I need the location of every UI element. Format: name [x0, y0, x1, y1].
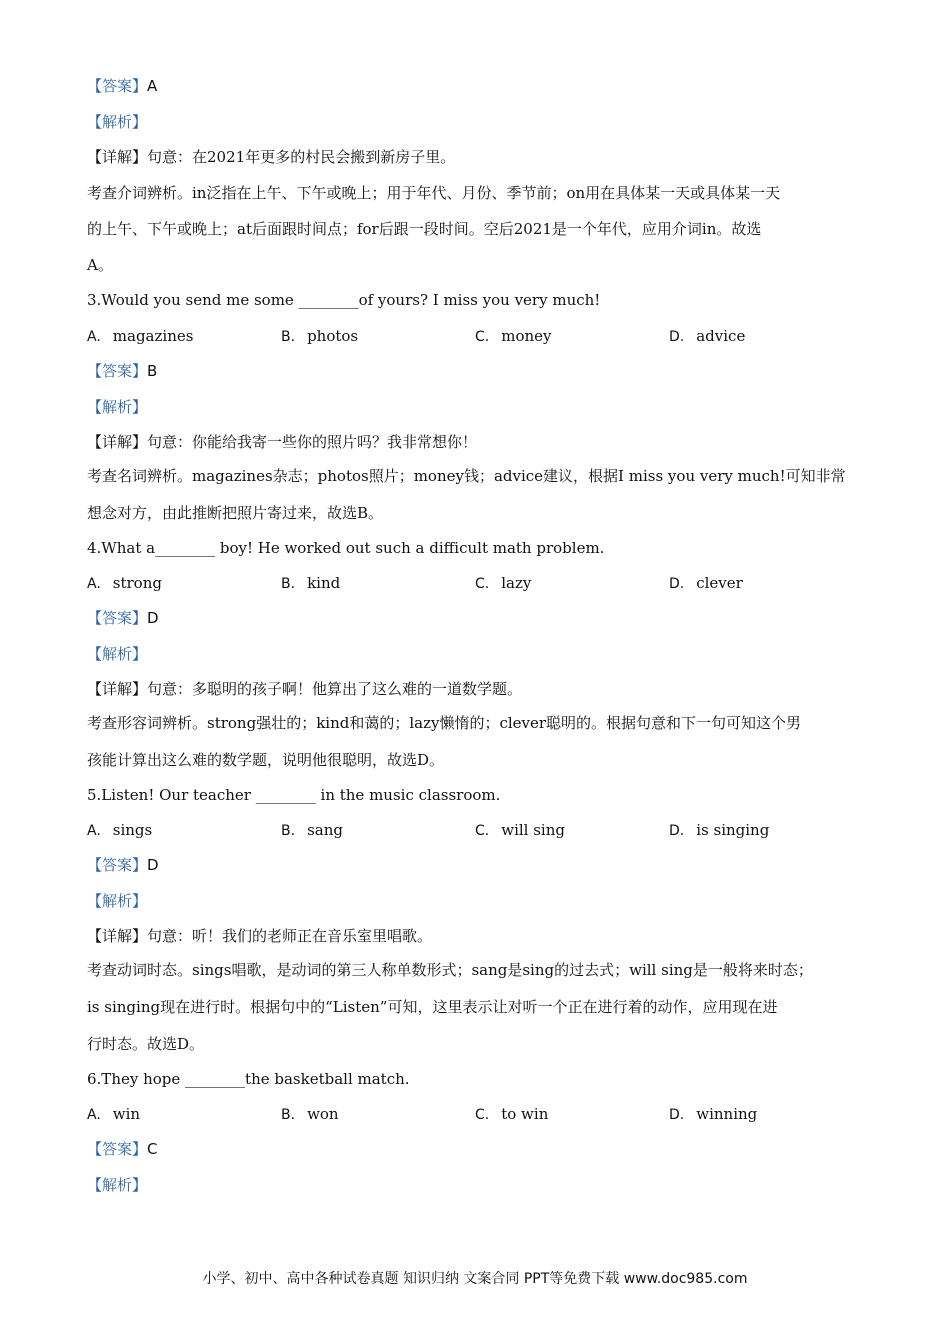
page-footer: 小学、初中、高中各种试卷真题 知识归纳 文案合同 PPT等免费下载 www.doc985.com [202, 1271, 748, 1287]
analysis-label: 【解析】 [87, 113, 148, 131]
detail-text: 句意：你能给我寄一些你的照片吗？我非常想你！ [147, 433, 478, 451]
explanation-text: 考查名词辨析。magazines杂志；photos照片；money钱；advice建议，根据I miss you very much!可知非常 [87, 467, 846, 485]
option-c: C. will sing [475, 821, 565, 839]
analysis-label: 【解析】 [87, 398, 148, 416]
explanation-text: 考查形容词辨析。strong强壮的；kind和蔼的；lazy懒惰的；clever聪明的。根据句意和下一句可知这个男 [87, 714, 802, 732]
answer-value: A [147, 77, 158, 95]
explanation-text: 的上午、下午或晚上；at后面跟时间点；for后跟一段时间。空后2021是一个年代，应用介词in。故选 [87, 220, 762, 238]
analysis-label: 【解析】 [87, 1176, 148, 1194]
analysis-label: 【解析】 [87, 892, 148, 910]
answer-value: B [147, 362, 158, 380]
answer-line-q2 [87, 76, 157, 96]
answer-value: D [147, 856, 159, 874]
detail-line-q2 [87, 147, 455, 167]
explanation-text: is singing现在进行时。根据句中的“Listen”可知，这里表示让对听一个正在进行着的动作，应用现在进 [87, 998, 778, 1016]
option-d: D. is singing [669, 821, 770, 839]
detail-label: 【详解】 [87, 148, 148, 166]
question-stem-q4: 4.What a________ boy! He worked out such a difficult math problem. [87, 539, 605, 557]
option-b: B. photos [281, 327, 359, 345]
option-c: C. money [475, 327, 552, 345]
analysis-label: 【解析】 [87, 645, 148, 663]
detail-text: 句意：听！我们的老师正在音乐室里唱歌。 [147, 927, 433, 945]
explanation-text: 考查介词辨析。in泛指在上午、下午或晚上；用于年代、月份、季节前；on用在具体某一天或具体某一天 [87, 184, 781, 202]
detail-text: 句意：在2021年更多的村民会搬到新房子里。 [147, 148, 456, 166]
option-c: C. lazy [475, 574, 532, 592]
answer-line-q3 [87, 361, 157, 381]
detail-line-q5 [87, 926, 432, 946]
explanation-text: 孩能计算出这么难的数学题，说明他很聪明，故选D。 [87, 751, 445, 769]
detail-line-q3 [87, 432, 477, 452]
option-d: D. winning [669, 1105, 758, 1123]
option-b: B. won [281, 1105, 339, 1123]
detail-line-q4 [87, 679, 522, 699]
question-stem-q6: 6.They hope ________the basketball match. [87, 1070, 410, 1088]
detail-label: 【详解】 [87, 680, 148, 698]
explanation-text: 行时态。故选D。 [87, 1035, 205, 1053]
detail-text: 句意：多聪明的孩子啊！他算出了这么难的一道数学题。 [147, 680, 523, 698]
explanation-text: A。 [87, 256, 113, 274]
option-d: D. clever [669, 574, 743, 592]
answer-value: D [147, 609, 159, 627]
option-a: A. magazines [87, 327, 194, 345]
answer-line-q5 [87, 855, 159, 875]
answer-line-q4 [87, 608, 159, 628]
answer-label: 【答案】 [87, 77, 148, 95]
answer-label: 【答案】 [87, 856, 148, 874]
option-b: B. sang [281, 821, 343, 839]
detail-label: 【详解】 [87, 927, 148, 945]
question-stem-q5: 5.Listen! Our teacher ________ in the music classroom. [87, 786, 501, 804]
option-a: A. sings [87, 821, 153, 839]
answer-line-q6 [87, 1139, 158, 1159]
answer-value: C [147, 1140, 158, 1158]
option-b: B. kind [281, 574, 341, 592]
option-d: D. advice [669, 327, 746, 345]
option-a: A. win [87, 1105, 141, 1123]
option-a: A. strong [87, 574, 162, 592]
answer-label: 【答案】 [87, 1140, 148, 1158]
option-c: C. to win [475, 1105, 549, 1123]
question-stem-q3: 3.Would you send me some ________of yours? I miss you very much! [87, 291, 601, 309]
explanation-text: 考查动词时态。sings唱歌，是动词的第三人称单数形式；sang是sing的过去式；will sing是一般将来时态； [87, 961, 813, 979]
detail-label: 【详解】 [87, 433, 148, 451]
answer-label: 【答案】 [87, 609, 148, 627]
answer-label: 【答案】 [87, 362, 148, 380]
explanation-text: 想念对方，由此推断把照片寄过来，故选B。 [87, 504, 384, 522]
